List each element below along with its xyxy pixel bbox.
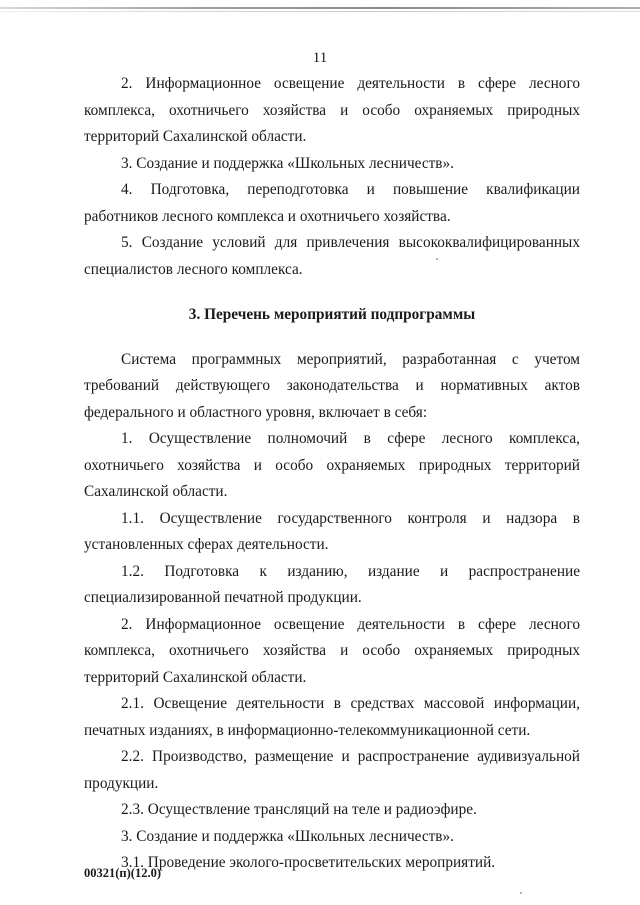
paragraph: 1.2. Подготовка к изданию, издание и распространение специализированной печатной продукции. <box>84 562 580 606</box>
paragraph: 3.1. Проведение эколого-просветительских мероприятий. <box>121 854 496 871</box>
document-code: 00321(п)(12.0) <box>84 866 161 880</box>
paragraph: 1.1. Осуществление государственного контроля и надзора в установленных сферах деятельности. <box>84 509 580 553</box>
paragraph: 2.3. Осуществление трансляций на теле и радиоэфире. <box>121 801 477 818</box>
paragraph: 1. Осуществление полномочий в сфере лесного комплекса, охотничьего хозяйства и особо охраняемых природных территорий Сахалинской области. <box>84 430 580 500</box>
paragraph: 2.1. Освещение деятельности в средствах массовой информации, печатных изданиях, в информационно-телекоммуникационной сети. <box>84 695 580 739</box>
paragraph: 2. Информационное освещение деятельности в сфере лесного комплекса, охотничьего хозяйства и особо охраняемых природных территорий Сахалинской области. <box>84 615 580 686</box>
paragraph: 2. Информационное освещение деятельности в сфере лесного комплекса, охотничьего хозяйства и особо охраняемых природных территорий Сахалинской области. <box>84 75 580 145</box>
scan-speck <box>520 892 522 894</box>
paragraph: 3. Создание и поддержка «Школьных лесничеств». <box>121 827 454 845</box>
paragraph: 2.2. Производство, размещение и распространение аудивизуальной продукции. <box>84 748 580 792</box>
page-number: 11 <box>312 50 328 66</box>
paragraph: Система программных мероприятий, разработанная с учетом требований действующего законодательства и нормативных актов федерального и областного уровня, включает в себя: <box>84 350 580 421</box>
scan-edge-line-faint <box>0 11 640 12</box>
document-body <box>84 71 580 877</box>
scan-edge-line <box>0 7 640 9</box>
section-heading: 3. Перечень мероприятий подпрограммы <box>188 306 476 323</box>
scan-speck <box>436 258 438 260</box>
paragraph: 3. Создание и поддержка «Школьных лесничеств». <box>121 154 454 172</box>
paragraph: 5. Создание условий для привлечения высококвалифицированных специалистов лесного комплекса. <box>84 234 580 278</box>
paragraph: 4. Подготовка, переподготовка и повышение квалификации работников лесного комплекса и охотничьего хозяйства. <box>84 181 580 225</box>
